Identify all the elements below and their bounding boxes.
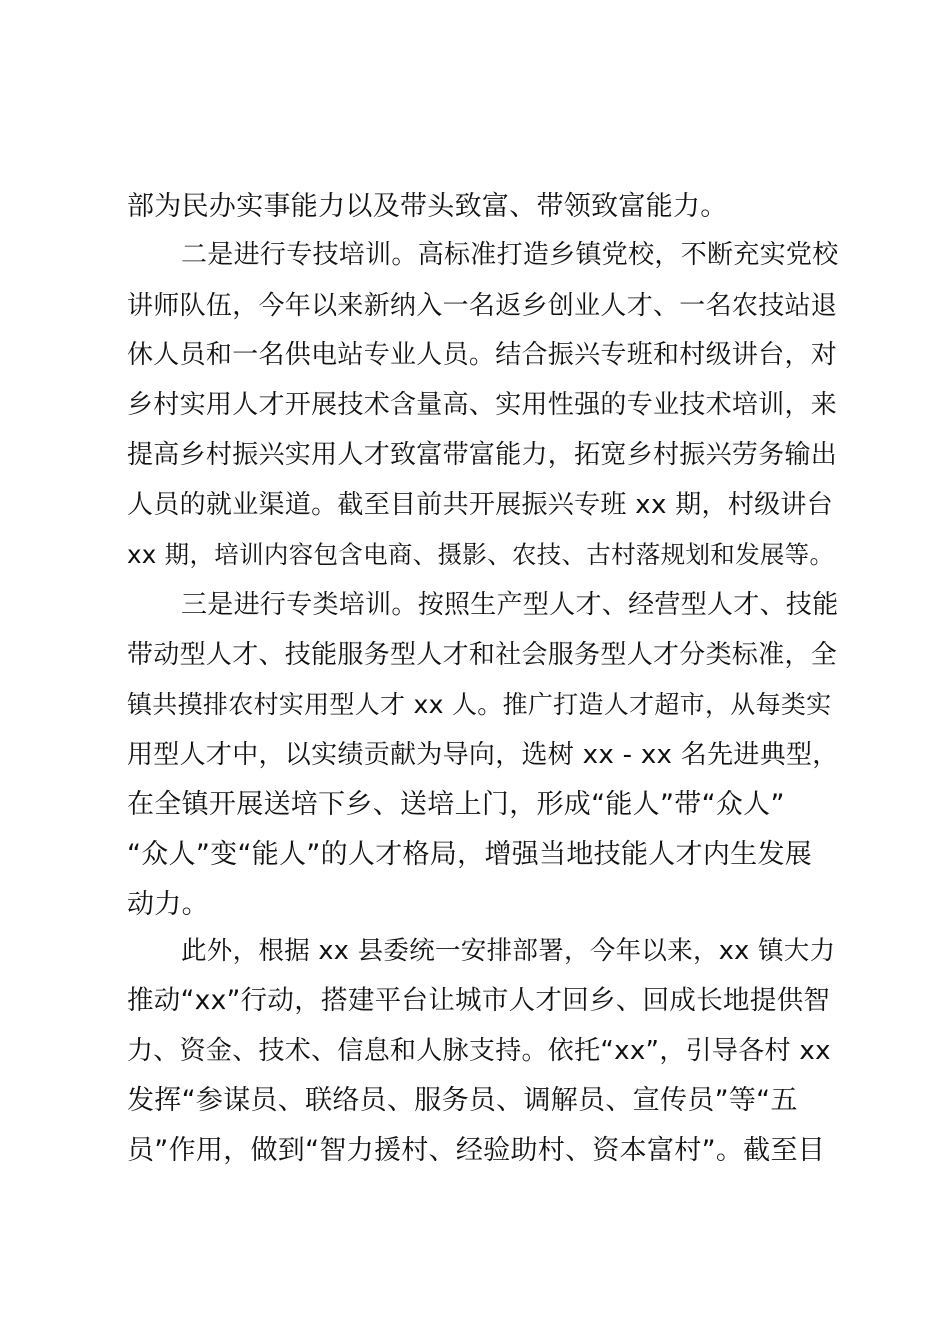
paragraph-2-start: 二是进行专技培训。高标准打造乡镇党校，不断充实党校 <box>181 240 839 270</box>
text-line: 员”作用，做到“智力援村、经验助村、资本富村”。截至目 <box>127 1135 826 1166</box>
text-line: 用型人才中，以实绩贡献为导向，选树 xx - xx 名先进典型， <box>127 740 839 770</box>
text-line: 发挥“参谋员、联络员、服务员、调解员、宣传员”等“五 <box>127 1085 798 1116</box>
text-line: 休人员和一名供电站专业人员。结合振兴专班和村级讲台，对 <box>127 340 838 370</box>
text-line: 在全镇开展送培下乡、送培上门，形成“能人”带“众人” <box>127 789 785 820</box>
paragraph-4-start: 此外，根据 xx 县委统一安排部署，今年以来，xx 镇大力 <box>181 936 836 966</box>
text-line: 人员的就业渠道。截至目前共开展振兴专班 xx 期，村级讲台 <box>127 490 834 520</box>
text-line: 提高乡村振兴实用人才致富带富能力，拓宽乡村振兴劳务输出 <box>127 440 838 470</box>
text-line: 推动“xx”行动，搭建平台让城市人才回乡、回成长地提供智 <box>127 985 831 1016</box>
text-line: “众人”变“能人”的人才格局，增强当地技能人才内生发展 <box>127 839 813 870</box>
text-line: 讲师队伍，今年以来新纳入一名返乡创业人才、一名农技站退 <box>127 291 838 321</box>
paragraph-3-start: 三是进行专类培训。按照生产型人才、经营型人才、技能 <box>181 590 839 620</box>
text-line: 力、资金、技术、信息和人脉支持。依托“xx”，引导各村 xx <box>127 1036 831 1066</box>
text-line: 部为民办实事能力以及带头致富、带领致富能力。 <box>127 191 728 222</box>
text-line: 带动型人才、技能服务型人才和社会服务型人才分类标准，全 <box>127 640 838 670</box>
text-line: 动力。 <box>127 889 209 920</box>
text-line: xx 期，培训内容包含电商、摄影、农技、古村落规划和发展等。 <box>127 540 835 569</box>
text-line: 乡村实用人才开展技术含量高、实用性强的专业技术培训，来 <box>127 390 838 420</box>
text-line: 镇共摸排农村实用型人才 xx 人。推广打造人才超市，从每类实 <box>127 690 832 719</box>
